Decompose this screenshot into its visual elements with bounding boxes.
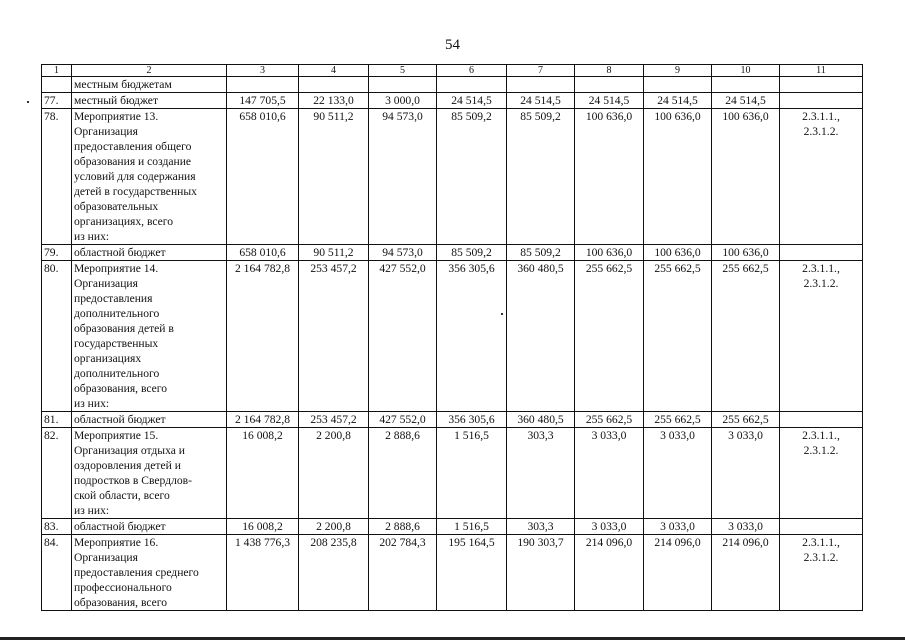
amount-cell <box>437 77 507 93</box>
row-number: 82. <box>42 428 72 519</box>
amount-cell: 24 514,5 <box>507 93 575 109</box>
amount-cell: 3 033,0 <box>712 428 780 519</box>
amount-cell: 100 636,0 <box>575 109 644 245</box>
row-description: областной бюджет <box>72 412 227 428</box>
row-description: местным бюджетам <box>72 77 227 93</box>
table-row <box>42 412 863 428</box>
amount-cell: 214 096,0 <box>575 535 644 611</box>
table-row <box>42 109 863 245</box>
amount-cell: 100 636,0 <box>575 245 644 261</box>
table-body <box>42 77 863 611</box>
amount-cell <box>712 77 780 93</box>
amount-cell: 356 305,6 <box>437 261 507 412</box>
target-reference: 2.3.1.1., 2.3.1.2. <box>780 109 863 245</box>
amount-cell <box>507 77 575 93</box>
amount-cell: 100 636,0 <box>712 245 780 261</box>
amount-cell: 90 511,2 <box>299 245 369 261</box>
target-reference <box>780 93 863 109</box>
target-reference <box>780 412 863 428</box>
amount-cell: 427 552,0 <box>369 412 437 428</box>
amount-cell: 190 303,7 <box>507 535 575 611</box>
amount-cell <box>227 77 299 93</box>
row-description: областной бюджет <box>72 519 227 535</box>
amount-cell: 303,3 <box>507 428 575 519</box>
amount-cell: 208 235,8 <box>299 535 369 611</box>
amount-cell: 100 636,0 <box>644 109 712 245</box>
table-row <box>42 261 863 412</box>
amount-cell: 3 000,0 <box>369 93 437 109</box>
amount-cell: 658 010,6 <box>227 245 299 261</box>
column-header: 4 <box>299 65 369 77</box>
amount-cell: 3 033,0 <box>575 428 644 519</box>
amount-cell: 16 008,2 <box>227 519 299 535</box>
amount-cell: 1 516,5 <box>437 428 507 519</box>
amount-cell: 100 636,0 <box>712 109 780 245</box>
budget-table <box>41 64 863 611</box>
amount-cell: 16 008,2 <box>227 428 299 519</box>
amount-cell: 2 888,6 <box>369 428 437 519</box>
row-description: областной бюджет <box>72 245 227 261</box>
row-description: Мероприятие 15. Организация отдыха и оздоровления детей и подростков в Свердлов- ской области, всего из них: <box>72 428 227 519</box>
column-header: 5 <box>369 65 437 77</box>
row-number: 84. <box>42 535 72 611</box>
row-description: Мероприятие 14. Организация предоставления дополнительного образования детей в государственных организациях дополнительного образования, всего из них: <box>72 261 227 412</box>
row-number: 83. <box>42 519 72 535</box>
amount-cell: 360 480,5 <box>507 261 575 412</box>
column-header: 3 <box>227 65 299 77</box>
page-number: 54 <box>445 37 460 53</box>
amount-cell: 100 636,0 <box>644 245 712 261</box>
amount-cell: 214 096,0 <box>712 535 780 611</box>
amount-cell: 255 662,5 <box>712 261 780 412</box>
amount-cell: 214 096,0 <box>644 535 712 611</box>
scan-speck <box>501 313 503 315</box>
amount-cell: 253 457,2 <box>299 412 369 428</box>
amount-cell: 360 480,5 <box>507 412 575 428</box>
amount-cell: 3 033,0 <box>644 428 712 519</box>
amount-cell: 85 509,2 <box>507 109 575 245</box>
target-reference: 2.3.1.1., 2.3.1.2. <box>780 535 863 611</box>
column-header: 6 <box>437 65 507 77</box>
amount-cell: 255 662,5 <box>575 412 644 428</box>
row-number: 77. <box>42 93 72 109</box>
amount-cell: 147 705,5 <box>227 93 299 109</box>
amount-cell: 2 164 782,8 <box>227 261 299 412</box>
amount-cell: 253 457,2 <box>299 261 369 412</box>
amount-cell: 255 662,5 <box>575 261 644 412</box>
amount-cell: 255 662,5 <box>712 412 780 428</box>
amount-cell: 85 509,2 <box>507 245 575 261</box>
amount-cell: 202 784,3 <box>369 535 437 611</box>
row-description: Мероприятие 13. Организация предоставления общего образования и создание условий для содержания детей в государственных образовательных организациях, всего из них: <box>72 109 227 245</box>
row-number: 80. <box>42 261 72 412</box>
table-header <box>42 65 863 77</box>
target-reference <box>780 519 863 535</box>
column-header: 8 <box>575 65 644 77</box>
amount-cell: 303,3 <box>507 519 575 535</box>
target-reference <box>780 245 863 261</box>
table-row <box>42 77 863 93</box>
amount-cell: 255 662,5 <box>644 261 712 412</box>
row-number: 81. <box>42 412 72 428</box>
row-number: 78. <box>42 109 72 245</box>
column-header: 1 <box>42 65 72 77</box>
column-header: 9 <box>644 65 712 77</box>
amount-cell: 3 033,0 <box>712 519 780 535</box>
amount-cell: 24 514,5 <box>575 93 644 109</box>
amount-cell: 1 516,5 <box>437 519 507 535</box>
amount-cell: 90 511,2 <box>299 109 369 245</box>
column-header: 7 <box>507 65 575 77</box>
table-row <box>42 535 863 611</box>
amount-cell: 195 164,5 <box>437 535 507 611</box>
amount-cell: 3 033,0 <box>644 519 712 535</box>
table-row <box>42 428 863 519</box>
amount-cell: 356 305,6 <box>437 412 507 428</box>
amount-cell: 24 514,5 <box>437 93 507 109</box>
amount-cell: 427 552,0 <box>369 261 437 412</box>
amount-cell: 24 514,5 <box>644 93 712 109</box>
amount-cell <box>644 77 712 93</box>
amount-cell: 94 573,0 <box>369 245 437 261</box>
target-reference: 2.3.1.1., 2.3.1.2. <box>780 261 863 412</box>
amount-cell: 255 662,5 <box>644 412 712 428</box>
amount-cell: 85 509,2 <box>437 109 507 245</box>
row-number <box>42 77 72 93</box>
amount-cell <box>369 77 437 93</box>
column-header: 10 <box>712 65 780 77</box>
row-description: местный бюджет <box>72 93 227 109</box>
table-row <box>42 93 863 109</box>
column-header: 2 <box>72 65 227 77</box>
amount-cell: 2 200,8 <box>299 519 369 535</box>
amount-cell <box>299 77 369 93</box>
amount-cell: 2 888,6 <box>369 519 437 535</box>
amount-cell <box>575 77 644 93</box>
row-description: Мероприятие 16. Организация предоставления среднего профессионального образования, всего <box>72 535 227 611</box>
amount-cell: 24 514,5 <box>712 93 780 109</box>
row-number: 79. <box>42 245 72 261</box>
column-header: 11 <box>780 65 863 77</box>
amount-cell: 94 573,0 <box>369 109 437 245</box>
amount-cell: 22 133,0 <box>299 93 369 109</box>
scan-speck <box>27 101 29 103</box>
amount-cell: 85 509,2 <box>437 245 507 261</box>
target-reference <box>780 77 863 93</box>
amount-cell: 1 438 776,3 <box>227 535 299 611</box>
table-row <box>42 245 863 261</box>
target-reference: 2.3.1.1., 2.3.1.2. <box>780 428 863 519</box>
table-row <box>42 519 863 535</box>
amount-cell: 2 164 782,8 <box>227 412 299 428</box>
amount-cell: 658 010,6 <box>227 109 299 245</box>
amount-cell: 3 033,0 <box>575 519 644 535</box>
amount-cell: 2 200,8 <box>299 428 369 519</box>
